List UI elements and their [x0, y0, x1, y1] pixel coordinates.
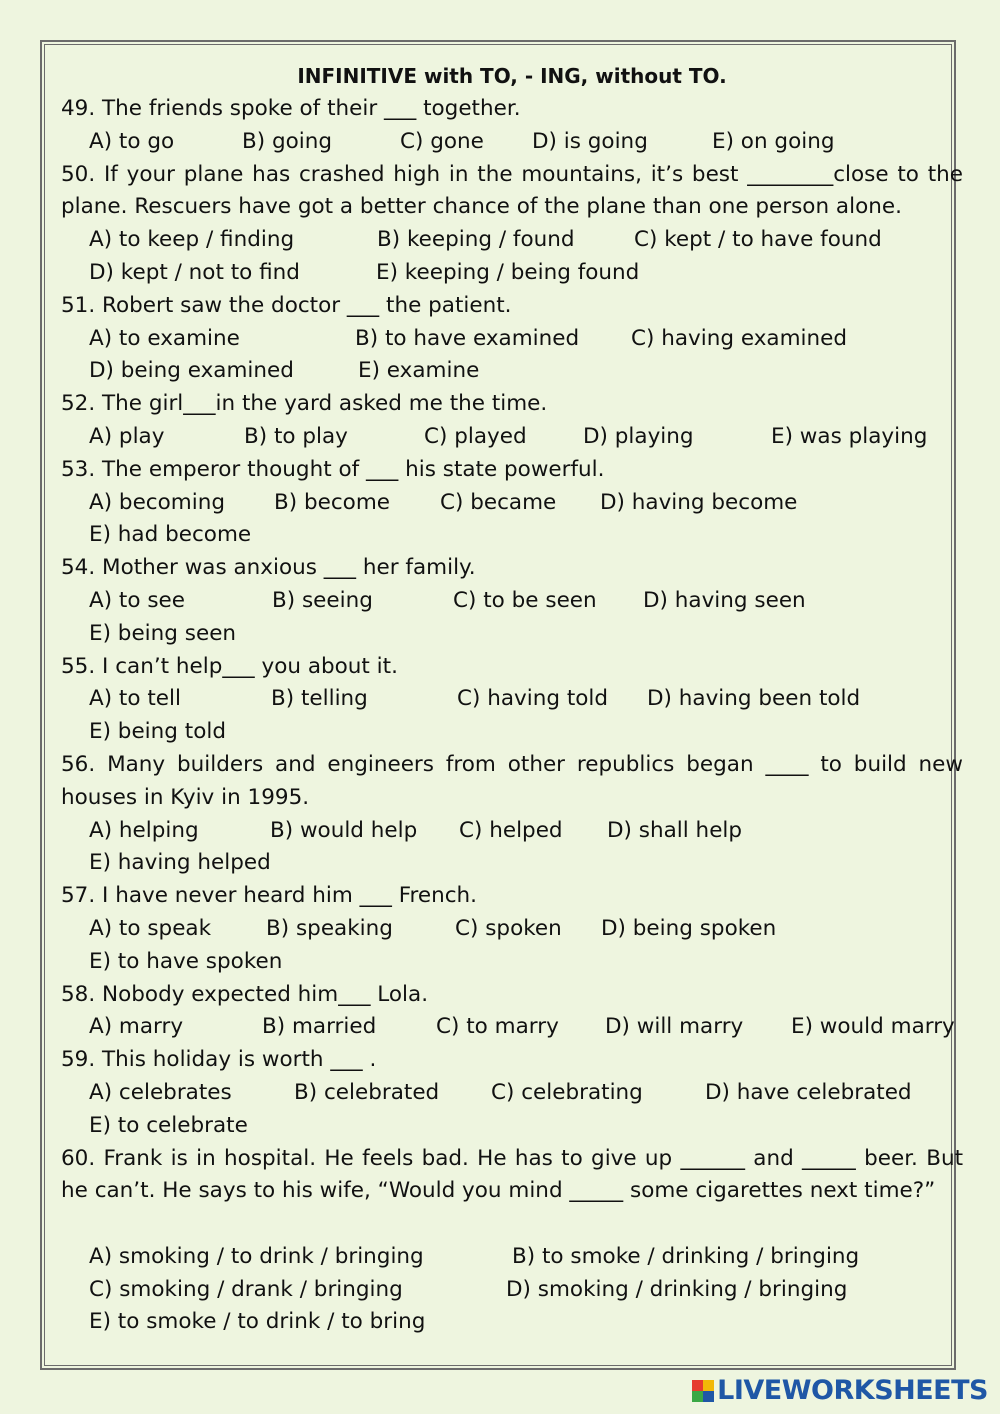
question-49: [61, 93, 963, 126]
question-text: 57. I have never heard him ___ French.: [61, 883, 478, 909]
option-c[interactable]: C) kept / to have found: [634, 227, 882, 253]
options-row: [61, 323, 963, 356]
options-row: [61, 224, 963, 257]
options-row: [61, 257, 963, 290]
option-e[interactable]: E) keeping / being found: [376, 259, 640, 285]
option-a[interactable]: A) to see: [89, 587, 186, 613]
question-text: 55. I can’t help___ you about it.: [61, 653, 398, 679]
option-c[interactable]: C) spoken: [455, 915, 562, 941]
question-text: 52. The girl___in the yard asked me the time.: [61, 391, 548, 417]
options-row: [61, 913, 963, 946]
option-c[interactable]: C) to be seen: [453, 587, 597, 613]
options-row: [61, 1274, 963, 1307]
option-d[interactable]: D) kept / not to find: [89, 259, 300, 285]
question-text: 59. This holiday is worth ___ .: [61, 1047, 377, 1073]
option-e[interactable]: E) would marry: [791, 1014, 955, 1040]
question-60: [61, 1143, 963, 1241]
option-d[interactable]: D) being examined: [89, 358, 294, 384]
option-e[interactable]: E) to have spoken: [89, 948, 283, 974]
question-text: 58. Nobody expected him___ Lola.: [61, 981, 429, 1007]
option-e[interactable]: E) was playing: [771, 423, 928, 449]
option-a[interactable]: A) smoking / to drink / bringing: [89, 1243, 424, 1269]
option-b[interactable]: B) to have examined: [355, 325, 580, 351]
option-c[interactable]: C) smoking / drank / bringing: [89, 1276, 403, 1302]
option-e[interactable]: E) on going: [712, 128, 835, 154]
question-51: [61, 290, 963, 323]
options-row: [61, 1241, 963, 1274]
options-row: [61, 126, 963, 159]
question-59: [61, 1044, 963, 1077]
question-text: 54. Mother was anxious ___ her family.: [61, 555, 476, 581]
question-58: [61, 979, 963, 1012]
option-d[interactable]: D) smoking / drinking / bringing: [506, 1276, 848, 1302]
question-54: [61, 552, 963, 585]
option-d[interactable]: D) having become: [600, 489, 798, 515]
option-e[interactable]: E) having helped: [89, 850, 271, 876]
option-a[interactable]: A) celebrates: [89, 1079, 232, 1105]
logo-text: LIVEWORKSHEETS: [717, 1375, 988, 1406]
options-row: [61, 946, 963, 979]
option-a[interactable]: A) marry: [89, 1014, 184, 1040]
options-row: [61, 815, 963, 848]
option-d[interactable]: D) is going: [532, 128, 648, 154]
option-a[interactable]: A) to keep / finding: [89, 227, 295, 253]
question-text: 53. The emperor thought of ___ his state powerful.: [61, 456, 605, 482]
option-e[interactable]: E) examine: [358, 358, 480, 384]
option-d[interactable]: D) being spoken: [601, 915, 777, 941]
question-text: 49. The friends spoke of their ___ together.: [61, 96, 521, 121]
option-b[interactable]: B) married: [262, 1014, 377, 1040]
options-row: [61, 716, 963, 749]
option-b[interactable]: B) speaking: [266, 915, 393, 941]
options-row: [61, 585, 963, 618]
option-e[interactable]: E) to celebrate: [89, 1112, 248, 1138]
option-e[interactable]: E) being told: [89, 719, 226, 745]
option-a[interactable]: A) play: [89, 423, 165, 449]
option-d[interactable]: D) will marry: [605, 1014, 744, 1040]
options-row: [61, 487, 963, 520]
question-53: [61, 454, 963, 487]
option-c[interactable]: C) having examined: [631, 325, 848, 351]
question-52: [61, 388, 963, 421]
options-row: [61, 1306, 963, 1339]
options-row: [61, 1110, 963, 1143]
option-e[interactable]: E) being seen: [89, 620, 237, 646]
options-row: [61, 421, 963, 454]
option-a[interactable]: A) to speak: [89, 915, 212, 941]
option-b[interactable]: B) celebrated: [294, 1079, 440, 1105]
options-row: [61, 847, 963, 880]
option-b[interactable]: B) telling: [271, 686, 368, 712]
option-c[interactable]: C) having told: [457, 686, 609, 712]
option-d[interactable]: D) playing: [583, 423, 694, 449]
worksheet-content: [61, 60, 963, 1339]
option-a[interactable]: A) becoming: [89, 489, 225, 515]
option-b[interactable]: B) become: [274, 489, 390, 515]
option-d[interactable]: D) having seen: [643, 587, 806, 613]
liveworksheets-logo-icon: [692, 1380, 714, 1402]
option-b[interactable]: B) to smoke / drinking / bringing: [512, 1243, 860, 1269]
option-a[interactable]: A) helping: [89, 817, 199, 843]
question-56: [61, 749, 963, 815]
options-row: [61, 355, 963, 388]
option-b[interactable]: B) would help: [270, 817, 418, 843]
option-b[interactable]: B) to play: [244, 423, 348, 449]
option-c[interactable]: C) became: [440, 489, 557, 515]
option-c[interactable]: C) gone: [400, 128, 484, 154]
question-57: [61, 880, 963, 913]
options-row: [61, 1011, 963, 1044]
options-row: [61, 1077, 963, 1110]
option-b[interactable]: B) seeing: [272, 587, 373, 613]
options-row: [61, 519, 963, 552]
option-b[interactable]: B) keeping / found: [377, 227, 575, 253]
option-d[interactable]: D) have celebrated: [705, 1079, 912, 1105]
option-e[interactable]: E) to smoke / to drink / to bring: [89, 1309, 426, 1335]
option-d[interactable]: D) having been told: [647, 686, 861, 712]
worksheet-title: INFINITIVE with TO, - ING, without TO.: [297, 64, 727, 88]
option-c[interactable]: C) celebrating: [491, 1079, 643, 1105]
option-a[interactable]: A) to go: [89, 128, 175, 154]
question-text: 51. Robert saw the doctor ___ the patient.: [61, 292, 512, 318]
options-row: [61, 618, 963, 651]
option-c[interactable]: C) helped: [459, 817, 563, 843]
option-c[interactable]: C) played: [424, 423, 527, 449]
option-c[interactable]: C) to marry: [436, 1014, 559, 1040]
option-a[interactable]: A) to examine: [89, 325, 240, 351]
option-b[interactable]: B) going: [242, 128, 333, 154]
option-e[interactable]: E) had become: [89, 522, 252, 548]
liveworksheets-logo[interactable]: [692, 1375, 988, 1406]
question-text: 60. Frank is in hospital. He feels bad. He has to give up ______ and _____ beer. But he can’t. He says to his wife, “Would you mind _____ some cigarettes next time?”: [61, 1145, 963, 1204]
question-text: 50. If your plane has crashed high in the mountains, it’s best ________close to the plane. Rescuers have got a better chance of the plane than one person alone.: [61, 161, 963, 220]
options-row: [61, 683, 963, 716]
question-55: [61, 651, 963, 684]
question-50: [61, 159, 963, 225]
question-text: 56. Many builders and engineers from other republics began ____ to build new houses in Kyiv in 1995.: [61, 751, 963, 810]
option-a[interactable]: A) to tell: [89, 686, 181, 712]
option-d[interactable]: D) shall help: [607, 817, 743, 843]
